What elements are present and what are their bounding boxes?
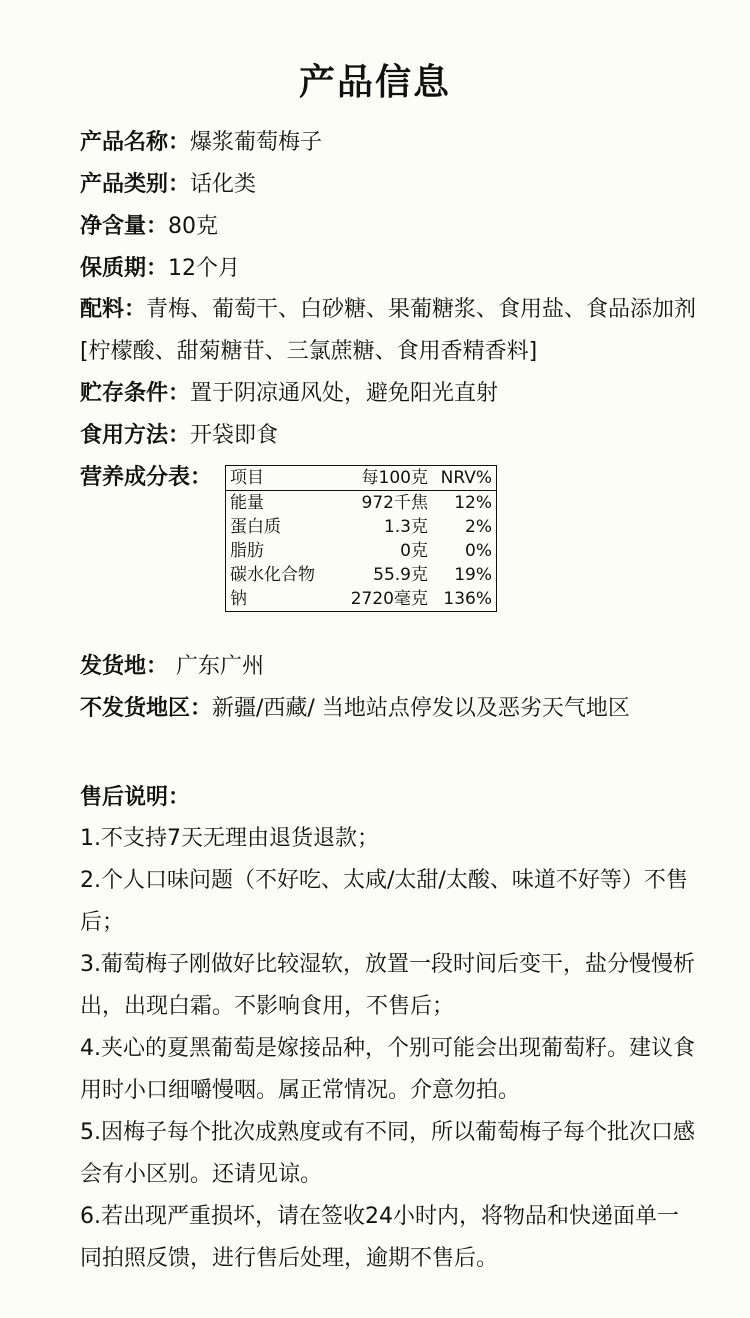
net-content-row <box>80 206 700 248</box>
no-shipping-value: 新疆/西藏/ 当地站点停发以及恶劣天气地区 <box>212 696 630 721</box>
product-name-value: 爆浆葡萄梅子 <box>190 130 323 155</box>
nutrition-item: 脂肪 <box>230 541 264 561</box>
after-sales-title: 售后说明： <box>80 785 191 810</box>
nutrition-nrv: 0% <box>465 541 492 561</box>
nutrition-row <box>226 587 497 612</box>
shelf-life-row <box>80 248 700 290</box>
shipping-origin-value: 广东广州 <box>176 654 265 679</box>
product-category-label: 产品类别： <box>80 172 191 197</box>
nutrition-row <box>226 491 497 516</box>
nutrition-amount: 2720毫克 <box>350 589 428 609</box>
after-sales-item: 6.若出现严重损坏，请在签收24小时内，将物品和快递面单一同拍照反馈，进行售后处理，逾期不售后。 <box>80 1204 679 1271</box>
nutrition-item: 蛋白质 <box>230 517 281 537</box>
nutrition-item: 碳水化合物 <box>230 565 315 585</box>
net-content-label: 净含量： <box>80 214 169 239</box>
nutrition-header-item: 项目 <box>226 466 330 491</box>
nutrition-row <box>226 563 497 587</box>
nutrition-label: 营养成分表： <box>80 465 213 490</box>
page-title: 产品信息 <box>298 61 451 103</box>
nutrition-header-per100g: 每100克 <box>329 466 432 491</box>
product-category-value: 话化类 <box>190 172 257 197</box>
ingredients-row <box>80 289 700 373</box>
storage-row <box>80 373 700 415</box>
nutrition-row <box>226 515 497 539</box>
usage-value: 开袋即食 <box>190 423 279 448</box>
nutrition-nrv: 19% <box>454 565 492 585</box>
nutrition-item: 能量 <box>230 493 264 513</box>
nutrition-amount: 55.9克 <box>373 565 428 585</box>
storage-value: 置于阴凉通风处，避免阳光直射 <box>190 381 499 406</box>
shipping-origin-row <box>80 646 700 688</box>
nutrition-nrv: 136% <box>443 589 492 609</box>
product-name-label: 产品名称： <box>80 130 191 155</box>
nutrition-table <box>225 465 497 612</box>
nutrition-nrv: 12% <box>454 493 492 513</box>
shipping-origin-label: 发货地： <box>80 654 169 679</box>
nutrition-amount: 972千焦 <box>361 493 428 513</box>
after-sales-item: 3.葡萄梅子刚做好比较湿软，放置一段时间后变干，盐分慢慢析出，出现白霜。不影响食用，不售后； <box>80 952 695 1019</box>
nutrition-item: 钠 <box>230 589 247 609</box>
nutrition-header-nrv: NRV% <box>432 466 497 491</box>
storage-label: 贮存条件： <box>80 381 191 406</box>
shelf-life-label: 保质期： <box>80 256 169 281</box>
no-shipping-row <box>80 688 700 730</box>
after-sales-item: 5.因梅子每个批次成熟度或有不同，所以葡萄梅子每个批次口感会有小区别。还请见谅。 <box>80 1120 695 1187</box>
nutrition-header-row <box>226 466 497 491</box>
net-content-value: 80克 <box>168 214 219 239</box>
after-sales-item: 1.不支持7天无理由退货退款； <box>80 826 379 851</box>
usage-label: 食用方法： <box>80 423 191 448</box>
ingredients-label: 配料： <box>80 297 147 322</box>
shelf-life-value: 12个月 <box>168 256 241 281</box>
product-category-row <box>80 164 700 206</box>
after-sales-item: 2.个人口味问题（不好吃、太咸/太甜/太酸、味道不好等）不售后； <box>80 868 688 935</box>
product-name-row <box>80 122 700 164</box>
nutrition-row <box>226 539 497 563</box>
nutrition-amount: 1.3克 <box>383 517 428 537</box>
nutrition-amount: 0克 <box>400 541 428 561</box>
after-sales-item: 4.夹心的夏黑葡萄是嫁接品种，个别可能会出现葡萄籽。建议食用时小口细嚼慢咽。属正常情况。介意勿拍。 <box>80 1036 695 1103</box>
no-shipping-label: 不发货地区： <box>80 696 213 721</box>
ingredients-value: 青梅、葡萄干、白砂糖、果葡糖浆、食用盐、食品添加剂[柠檬酸、甜菊糖苷、三氯蔗糖、食用香精香料] <box>80 297 697 364</box>
usage-row <box>80 415 700 457</box>
nutrition-nrv: 2% <box>465 517 492 537</box>
